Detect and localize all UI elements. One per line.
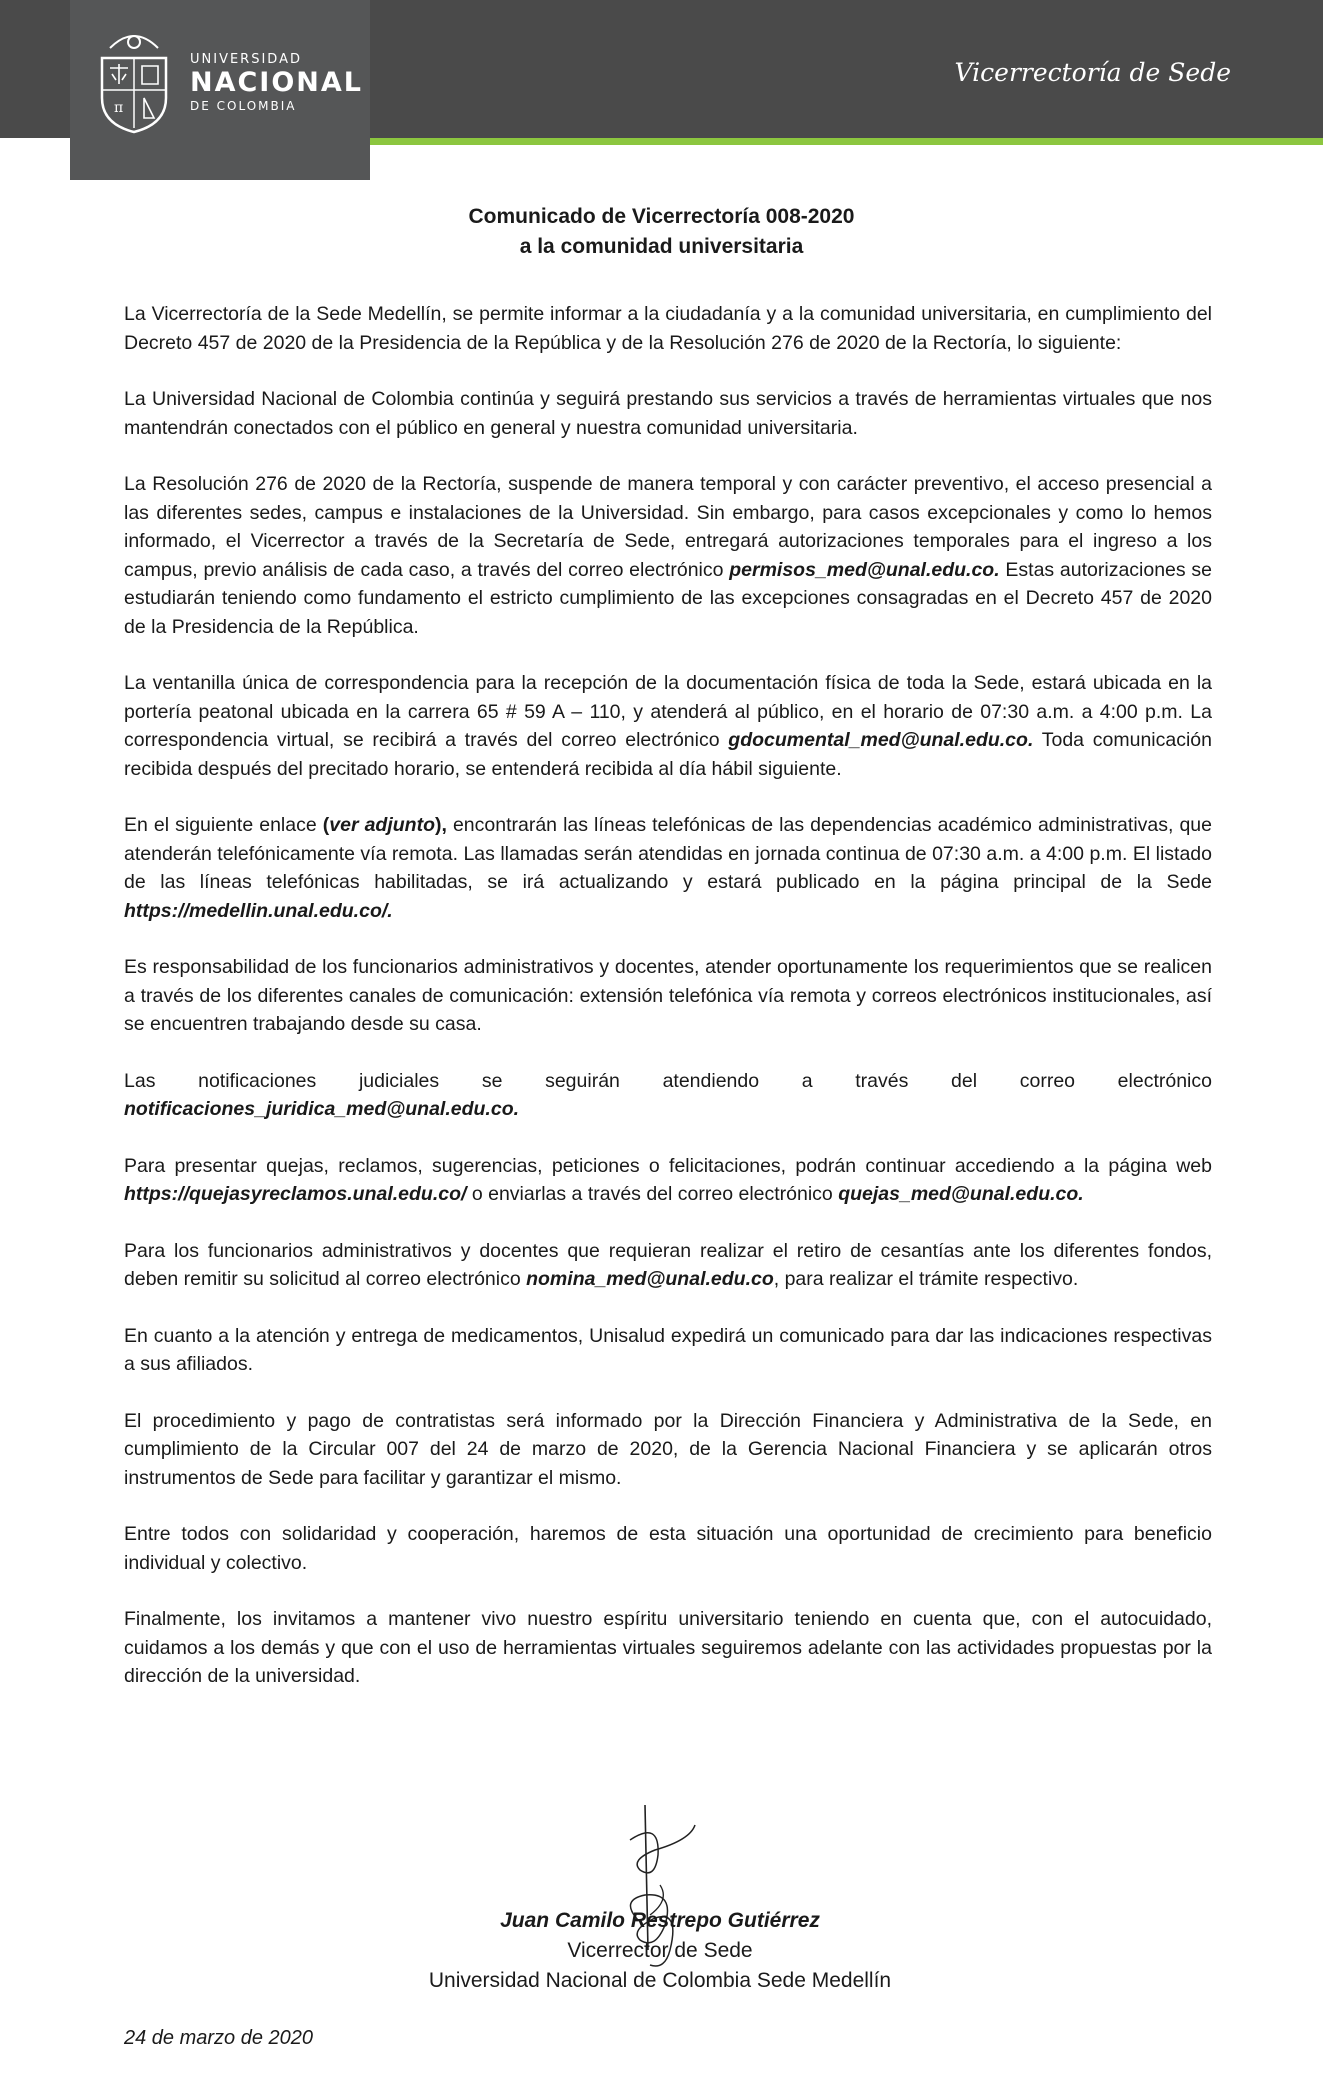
paragraph-4-text: La ventanilla única de correspondencia para la recepción de la documentación física de toda la Sede, estará ubicada en la portería peatonal ubicada en la carrera 65 # 59 A – 110, y atenderá al público, en el horario de 07:30 a.m. a 4:00 p.m. La correspondencia virtual, se recibirá a través del correo electrónico (124, 672, 1212, 751)
title-line-2: a la comunidad universitaria (519, 235, 804, 258)
document-date: 24 de marzo de 2020 (124, 2027, 314, 2049)
paragraph-4 (124, 669, 1212, 783)
paragraph-12: Entre todos con solidaridad y cooperación, haremos de esta situación una oportunidad de crecimiento para beneficio individual y colectivo. (124, 1523, 1212, 1574)
paragraph-8 (124, 1152, 1212, 1209)
paragraph-6: Es responsabilidad de los funcionarios administrativos y docentes, atender oportunamente los requerimientos que se realicen a través de los diferentes canales de comunicación: extensión telefónica vía remota y correos electrónicos institucionales, así se encuentren trabajando desde su casa. (124, 956, 1212, 1035)
paragraph-3 (124, 470, 1212, 641)
paragraph-8-text: Para presentar quejas, reclamos, sugerencias, peticiones o felicitaciones, podrán continuar accediendo a la página web (124, 1154, 1212, 1177)
paragraph-9 (124, 1237, 1212, 1294)
paragraph-9-text: Para los funcionarios administrativos y docentes que requieran realizar el retiro de cesantías ante los diferentes fondos, deben remitir su solicitud al correo electrónico (124, 1239, 1212, 1290)
paragraph-11: El procedimiento y pago de contratistas será informado por la Dirección Financiera y Administrativa de la Sede, en cumplimiento de la Circular 007 del 24 de marzo de 2020, de la Gerencia Nacional Financiera y se aplicarán otros instrumentos de Sede para facilitar y garantizar el mismo. (124, 1409, 1212, 1489)
document-title (0, 202, 1323, 262)
logo-wordmark (190, 52, 363, 113)
logo-line-1: UNIVERSIDAD (190, 52, 302, 67)
svg-text:π: π (114, 100, 124, 116)
paragraph-7-text: Las notificaciones judiciales se seguirán atendiendo a través del correo electrónico (124, 1069, 1212, 1092)
notificaciones-email[interactable]: notificaciones_juridica_med@unal.edu.co. (124, 1098, 520, 1120)
signature-block (330, 1906, 990, 1996)
paragraph-5-text: En el siguiente enlace (124, 814, 323, 836)
signer-institution: Universidad Nacional de Colombia Sede Medellín (428, 1969, 892, 1992)
ver-adjunto-text: ver adjunto (329, 814, 435, 836)
paragraph-13: Finalmente, los invitamos a mantener vivo nuestro espíritu universitario teniendo en cuenta que, con el autocuidado, cuidamos a los demás y que con el uso de herramientas virtuales seguiremos adelante con las actividades propuestas por la dirección de la universidad. (124, 1608, 1212, 1687)
quejas-url[interactable]: https://quejasyreclamos.unal.edu.co/ (124, 1183, 467, 1205)
signer-name: Juan Camilo Restrepo Gutiérrez (500, 1909, 820, 1932)
paragraph-3-text-end: Estas autorizaciones se estudiarán teniendo como fundamento el estricto cumplimiento de las excepciones consagradas en el Decreto 457 de 2020 de la Presidencia de la República. (124, 558, 1212, 638)
paragraph-5-text-middle: encontrarán las líneas telefónicas de las dependencias académico administrativas, que atenderán telefónicamente vía remota. Las llamadas serán atendidas en jornada continua de 07:30 a.m. a 4:00 p.m. El listado de las líneas telefónicas habilitadas, se irá actualizando y estará publicado en la página principal de la Sede (124, 814, 1212, 893)
university-shield-icon (94, 28, 174, 134)
signer-role: Vicerrector de Sede (567, 1939, 753, 1962)
paragraph-9-text-end: , para realizar el trámite respectivo. (773, 1268, 1079, 1290)
paragraph-2: La Universidad Nacional de Colombia continúa y seguirá prestando sus servicios a través de herramientas virtuales que nos mantendrán conectados con el público en general y nuestra comunidad universitaria. (124, 388, 1212, 439)
nomina-email[interactable]: nomina_med@unal.edu.co (526, 1268, 774, 1290)
paragraph-1: La Vicerrectoría de la Sede Medellín, se permite informar a la ciudadanía y a la comunidad universitaria, en cumplimiento del Decreto 457 de 2020 de la Presidencia de la República y de la Resolución 276 de 2020 de la Rectoría, lo siguiente: (124, 303, 1212, 354)
logo-line-3: DE COLOMBIA (190, 99, 297, 113)
paragraph-10: En cuanto a la atención y entrega de medicamentos, Unisalud expedirá un comunicado para dar las indicaciones respectivas a sus afiliados. (124, 1324, 1212, 1375)
header-unit-name: Vicerrectoría de Sede (954, 58, 1231, 87)
paragraph-4-text-end: Toda comunicación recibida después del precitado horario, se entenderá recibida al día hábil siguiente. (124, 729, 1212, 780)
gdocumental-email[interactable]: gdocumental_med@unal.edu.co. (728, 729, 1034, 751)
header-accent-line (370, 138, 1323, 145)
quejas-email[interactable]: quejas_med@unal.edu.co. (838, 1183, 1084, 1205)
paragraph-3-text: La Resolución 276 de 2020 de la Rectoría, suspende de manera temporal y con carácter preventivo, el acceso presencial a las diferentes sedes, campus e instalaciones de la Universidad. Sin embargo, para casos excepcionales y como lo hemos informado, el Vicerrector a través de la Secretaría de Sede, entregará autorizaciones temporales para el ingreso a los campus, previo análisis de cada caso, a través del correo electrónico (124, 473, 1212, 581)
medellin-url[interactable]: https://medellin.unal.edu.co/. (124, 899, 393, 922)
link-close-paren: ), (434, 814, 447, 836)
title-line-1: Comunicado de Vicerrectoría 008-2020 (468, 205, 855, 228)
link-open-paren: ( (322, 814, 330, 836)
document-body (124, 300, 1212, 1719)
permisos-email[interactable]: permisos_med@unal.edu.co. (729, 558, 1000, 581)
paragraph-7 (124, 1067, 1212, 1124)
ver-adjunto-link[interactable] (323, 814, 447, 836)
paragraph-5 (124, 811, 1212, 925)
paragraph-8-text-middle: o enviarlas a través del correo electrónico (466, 1183, 839, 1205)
logo-line-2: NACIONAL (190, 67, 364, 98)
